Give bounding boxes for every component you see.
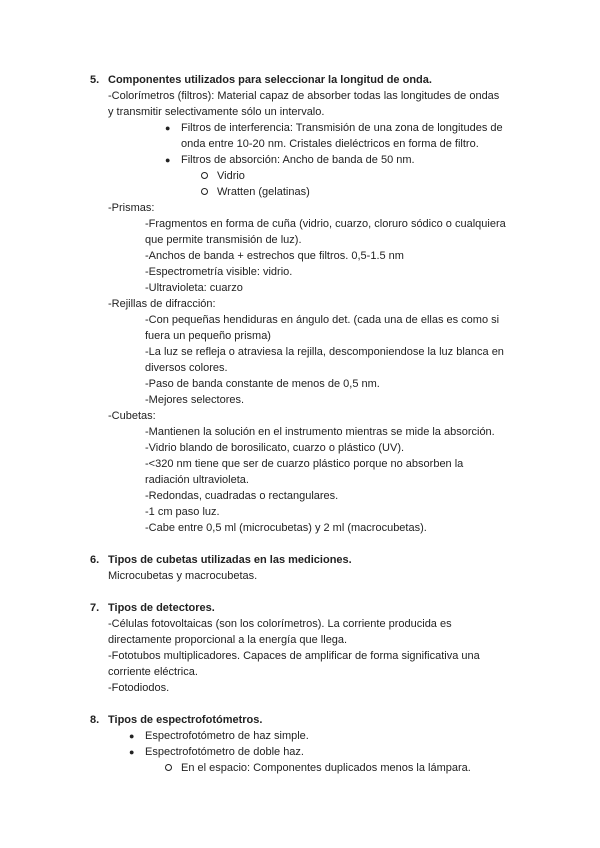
bullet-icon: ● xyxy=(165,155,171,165)
paragraph-line: -Anchos de banda + estrechos que filtros. 0,5-1.5 nm xyxy=(145,250,404,262)
paragraph-line: y transmitir selectivamente sólo un intervalo. xyxy=(108,106,325,118)
paragraph-line: directamente proporcional a la energía que llega. xyxy=(108,634,348,646)
circle-bullet-icon xyxy=(165,764,172,771)
section-title: Tipos de detectores. xyxy=(108,602,215,614)
paragraph-line: -Colorímetros (filtros): Material capaz de absorber todas las longitudes de ondas xyxy=(108,90,500,102)
sub-list-item: En el espacio: Componentes duplicados menos la lámpara. xyxy=(181,762,471,774)
bullet-icon: ● xyxy=(129,731,135,741)
paragraph-line: -Paso de banda constante de menos de 0,5 nm. xyxy=(145,378,380,390)
paragraph-line: -Con pequeñas hendiduras en ángulo det. (cada una de ellas es como si xyxy=(145,314,500,326)
paragraph-line: -Redondas, cuadradas o rectangulares. xyxy=(145,490,339,502)
paragraph-line: -Fragmentos en forma de cuña (vidrio, cuarzo, cloruro sódico o cualquiera xyxy=(145,218,506,230)
list-item: Espectrofotómetro de doble haz. xyxy=(145,746,304,758)
section-number: 8. xyxy=(90,714,100,726)
paragraph-line: -Fototubos multiplicadores. Capaces de amplificar de forma significativa una xyxy=(108,650,480,662)
subheading: -Prismas: xyxy=(108,202,155,214)
paragraph-line: -Ultravioleta: cuarzo xyxy=(145,282,243,294)
subheading: -Cubetas: xyxy=(108,410,156,422)
section-number: 6. xyxy=(90,554,100,566)
paragraph-line: -Espectrometría visible: vidrio. xyxy=(145,266,293,278)
circle-bullet-icon xyxy=(201,172,208,179)
subheading: -Rejillas de difracción: xyxy=(108,298,216,310)
bullet-icon: ● xyxy=(165,123,171,133)
paragraph-line: diversos colores. xyxy=(145,362,228,374)
paragraph-line: -La luz se refleja o atraviesa la rejilla, descomponiendose la luz blanca en xyxy=(145,346,504,358)
circle-bullet-icon xyxy=(201,188,208,195)
sub-list-item: Vidrio xyxy=(217,170,245,182)
section-title: Componentes utilizados para seleccionar la longitud de onda. xyxy=(108,74,432,86)
list-item: Espectrofotómetro de haz simple. xyxy=(145,730,309,742)
section-title: Tipos de cubetas utilizadas en las mediciones. xyxy=(108,554,352,566)
paragraph-line: -Cabe entre 0,5 ml (microcubetas) y 2 ml (macrocubetas). xyxy=(145,522,427,534)
paragraph-line: -Células fotovoltaicas (son los colorímetros). La corriente producida es xyxy=(108,618,452,630)
list-item: Filtros de absorción: Ancho de banda de 50 nm. xyxy=(181,154,415,166)
list-item: Filtros de interferencia: Transmisión de una zona de longitudes de xyxy=(181,122,503,134)
section-number: 7. xyxy=(90,602,100,614)
paragraph-line: fuera un pequeño prisma) xyxy=(145,330,271,342)
section-title: Tipos de espectrofotómetros. xyxy=(108,714,263,726)
paragraph-line: -Mejores selectores. xyxy=(145,394,245,406)
paragraph-line: -Fotodiodos. xyxy=(108,682,170,694)
paragraph-line: -1 cm paso luz. xyxy=(145,506,220,518)
paragraph-line: corriente eléctrica. xyxy=(108,666,198,678)
paragraph-line: -<320 nm tiene que ser de cuarzo plástico porque no absorben la xyxy=(145,458,464,470)
sub-list-item: Wratten (gelatinas) xyxy=(217,186,310,198)
paragraph-line: Microcubetas y macrocubetas. xyxy=(108,570,258,582)
paragraph-line: radiación ultravioleta. xyxy=(145,474,249,486)
paragraph-line: que permite transmisión de luz). xyxy=(145,234,302,246)
section-number: 5. xyxy=(90,74,100,86)
bullet-icon: ● xyxy=(129,747,135,757)
list-item-continuation: onda entre 10-20 nm. Cristales dieléctricos en forma de filtro. xyxy=(181,138,479,150)
paragraph-line: -Mantienen la solución en el instrumento mientras se mide la absorción. xyxy=(145,426,495,438)
paragraph-line: -Vidrio blando de borosilicato, cuarzo o plástico (UV). xyxy=(145,442,405,454)
